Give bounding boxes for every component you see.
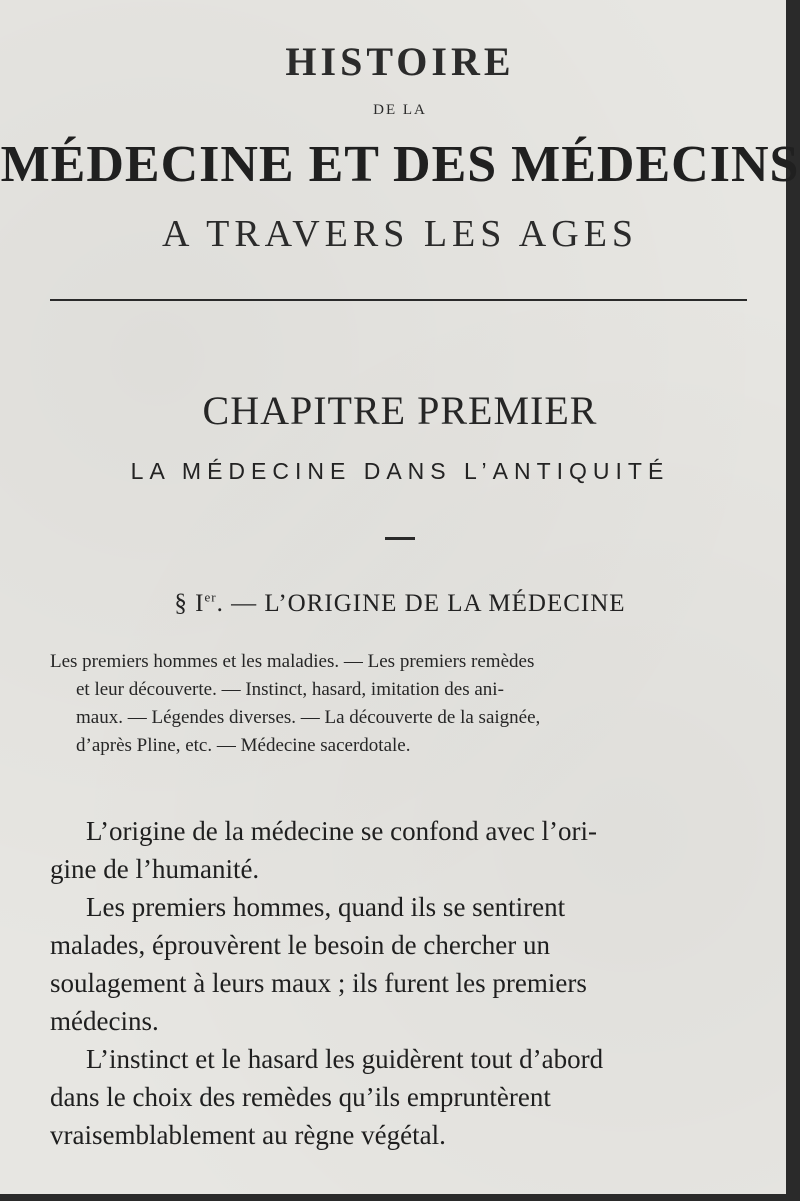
body-line: dans le choix des remèdes qu’ils empruntèrent — [50, 1082, 551, 1112]
summary-line: Les premiers hommes et les maladies. — Les premiers remèdes — [50, 651, 535, 672]
chapter-subtitle: LA MÉDECINE DANS L’ANTIQUITÉ — [130, 458, 670, 484]
chapter-title: CHAPITRE PREMIER — [202, 388, 598, 433]
section-superscript: er — [204, 589, 217, 605]
body-line: Les premiers hommes, quand ils se sentirent — [86, 892, 566, 922]
body-line: vraisemblablement au règne végétal. — [50, 1120, 446, 1150]
book-title-line-1: HISTOIRE — [285, 39, 515, 84]
section-summary — [50, 648, 750, 760]
body-line: soulagement à leurs maux ; ils furent les premiers — [50, 968, 587, 998]
book-title-line-4: A TRAVERS LES AGES — [161, 213, 639, 255]
body-line: malades, éprouvèrent le besoin de chercher un — [50, 930, 551, 960]
section-prefix: § I — [174, 590, 205, 617]
summary-line: maux. — Légendes diverses. — La découverte de la saignée, — [76, 707, 541, 728]
section-title: . — L’ORIGINE DE LA MÉDECINE — [216, 590, 626, 617]
summary-line: et leur découverte. — Instinct, hasard, imitation des ani- — [76, 679, 504, 700]
horizontal-rule — [50, 299, 747, 301]
body-text — [50, 812, 750, 1154]
book-title-line-2: DE LA — [373, 102, 427, 118]
book-title-line-3: MÉDECINE ET DES MÉDECINS — [0, 136, 800, 193]
section-divider — [385, 537, 415, 540]
body-line: L’instinct et le hasard les guidèrent tout d’abord — [86, 1044, 604, 1074]
body-line: gine de l’humanité. — [50, 854, 260, 884]
body-line: médecins. — [50, 1006, 159, 1036]
summary-line: d’après Pline, etc. — Médecine sacerdotale. — [76, 735, 411, 756]
body-line: L’origine de la médecine se confond avec l’ori- — [86, 816, 598, 846]
section-heading — [0, 590, 800, 618]
